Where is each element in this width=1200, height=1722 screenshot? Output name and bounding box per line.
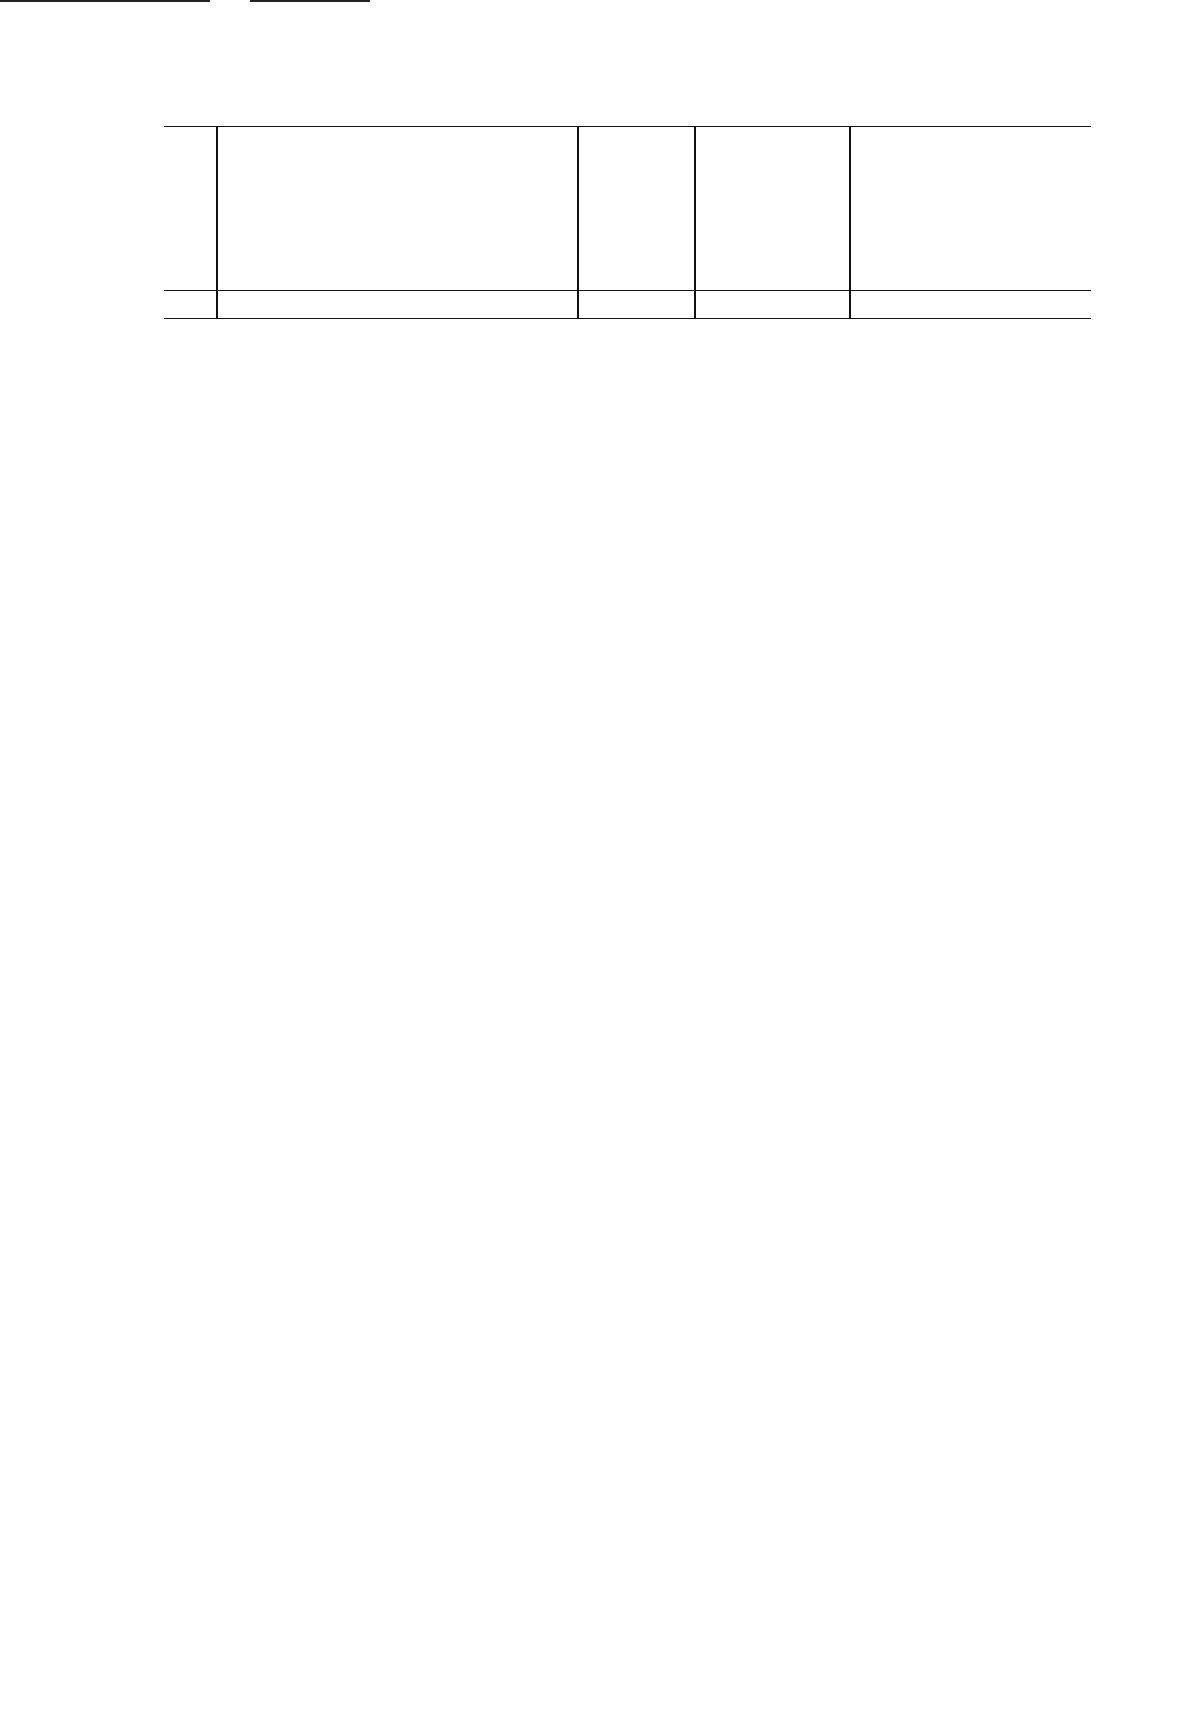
indicators-table (164, 126, 1091, 329)
column-number-row (164, 290, 1091, 319)
table-header (164, 126, 1091, 290)
column-divider (216, 291, 218, 318)
column-divider (577, 291, 579, 318)
column-divider (849, 127, 851, 290)
column-divider (849, 291, 851, 318)
column-divider (216, 127, 218, 290)
scan-edge-line (0, 0, 210, 2)
column-divider (694, 127, 696, 290)
scan-edge-line (250, 0, 370, 2)
column-divider (694, 291, 696, 318)
column-divider (577, 127, 579, 290)
